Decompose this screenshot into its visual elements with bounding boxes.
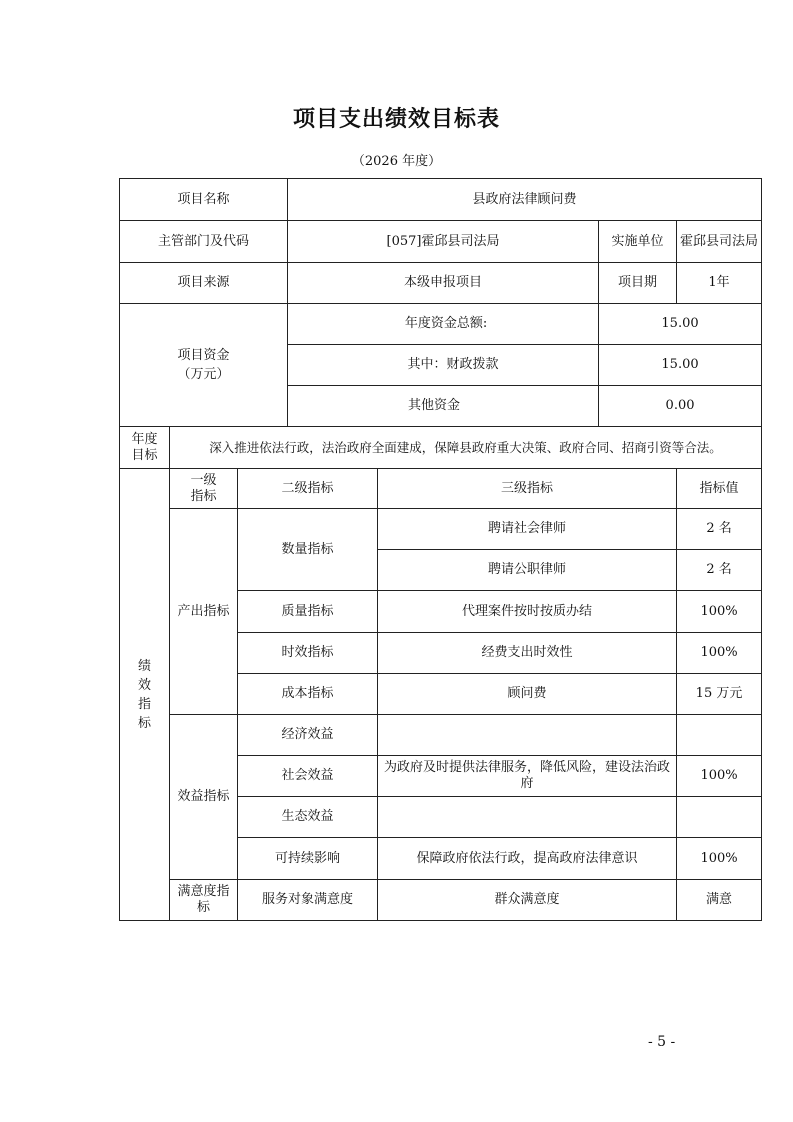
benefit-label: 效益指标 [170,715,238,880]
indicator-value: 满意 [677,880,762,921]
page-title: 项目支出绩效目标表 [292,107,500,132]
performance-label [120,469,170,921]
funds-fiscal-value: 15.00 [599,345,762,386]
indicator-value: 100% [677,633,762,674]
performance-label-char: 效 [137,677,151,693]
output-label: 产出指标 [170,509,238,715]
indicator-value: 15 万元 [677,674,762,715]
funds-label-line1: 项目资金 [177,348,230,363]
indicator-value: 2 名 [677,509,762,550]
indicator-value: 100% [677,838,762,880]
level2-label: 服务对象满意度 [238,880,378,921]
quantity-label: 数量指标 [238,509,378,591]
funds-other-label: 其他资金 [288,386,599,427]
performance-label-char: 指 [137,696,151,712]
header-value: 指标值 [677,469,762,509]
funds-fiscal-label: 其中：财政拨款 [288,345,599,386]
funds-label [120,304,288,427]
project-name-value: 县政府法律顾问费 [288,179,762,221]
table-row [120,427,762,469]
level2-label: 社会效益 [238,756,378,797]
indicator-value [677,797,762,838]
indicator-value: 100% [677,591,762,633]
indicator-name: 保障政府依法行政，提高政府法律意识 [378,838,677,880]
table-row [120,304,762,345]
indicator-name: 聘请社会律师 [378,509,677,550]
table-row [120,880,762,921]
annual-goal-label-line2: 目标 [131,447,158,463]
indicator-value: 2 名 [677,550,762,591]
annual-goal-label [120,427,170,469]
period-value: 1年 [677,263,762,304]
header-level3: 三级指标 [378,469,677,509]
performance-label-char: 标 [137,715,151,731]
indicator-value [677,715,762,756]
indicator-name [378,715,677,756]
period-label: 项目期 [599,263,677,304]
funds-other-value: 0.00 [599,386,762,427]
page-number: - 5 - [648,1034,676,1050]
indicator-name: 经费支出时效性 [378,633,677,674]
dept-value: [057]霍邱县司法局 [288,221,599,263]
funds-total-value: 15.00 [599,304,762,345]
level2-label: 可持续影响 [238,838,378,880]
indicator-value: 100% [677,756,762,797]
table-row [120,715,762,756]
header-level1: 一级 指标 [170,469,238,509]
dept-label: 主管部门及代码 [120,221,288,263]
header-level2: 二级指标 [238,469,378,509]
funds-total-label: 年度资金总额: [288,304,599,345]
table-row [120,469,762,509]
source-label: 项目来源 [120,263,288,304]
table-row [120,509,762,550]
performance-table [119,178,762,921]
level2-label: 经济效益 [238,715,378,756]
table-row [120,179,762,221]
indicator-name [378,797,677,838]
level2-label: 质量指标 [238,591,378,633]
satisfaction-label: 满意度指标 [170,880,238,921]
annual-goal-label-line1: 年度 [131,431,158,447]
indicator-name: 群众满意度 [378,880,677,921]
impl-unit-label: 实施单位 [599,221,677,263]
level2-label: 生态效益 [238,797,378,838]
project-name-label: 项目名称 [120,179,288,221]
indicator-name: 顾问费 [378,674,677,715]
level2-label: 时效指标 [238,633,378,674]
fiscal-year: （2026 年度） [351,154,442,169]
table-row [120,221,762,263]
indicator-name: 聘请公职律师 [378,550,677,591]
indicator-name: 代理案件按时按质办结 [378,591,677,633]
level2-label: 成本指标 [238,674,378,715]
source-value: 本级申报项目 [288,263,599,304]
table-row [120,263,762,304]
performance-label-char: 绩 [137,658,151,674]
funds-label-line2: （万元） [177,367,230,382]
annual-goal-text: 深入推进依法行政，法治政府全面建成，保障县政府重大决策、政府合同、招商引资等合法。 [170,427,762,469]
indicator-name: 为政府及时提供法律服务，降低风险，建设法治政府 [378,756,677,797]
impl-unit-value: 霍邱县司法局 [677,221,762,263]
